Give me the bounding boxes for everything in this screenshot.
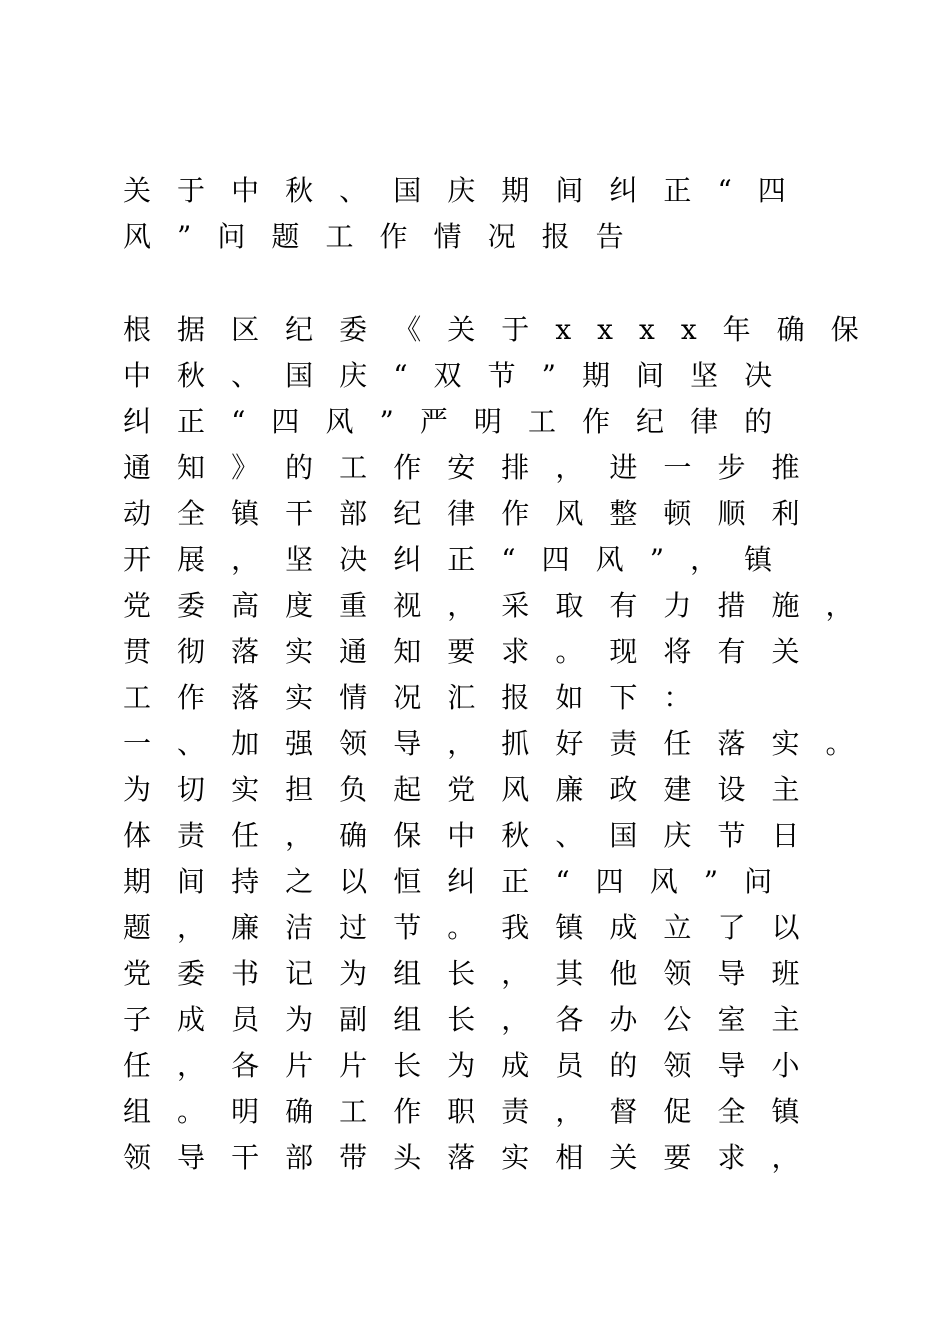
body-line: 期间持之以恒纠正“四风”问: [123, 865, 799, 898]
body-line: 领导干部带头落实相关要求，: [123, 1141, 826, 1174]
body-line: 中秋、国庆“双节”期间坚决: [123, 359, 799, 392]
body-line: 工作落实情况汇报如下：: [123, 681, 718, 714]
body-line: 根据区纪委《关于xxxx年确保: [123, 313, 885, 346]
body-line: 党委高度重视，采取有力措施，: [123, 589, 880, 622]
document-title-line-1: 关于中秋、国庆期间纠正“四: [123, 174, 812, 207]
body-line: 题，廉洁过节。我镇成立了以: [123, 911, 826, 944]
body-line: 组。明确工作职责，督促全镇: [123, 1095, 826, 1128]
body-line: 为切实担负起党风廉政建设主: [123, 773, 826, 806]
section-heading-1: 一、加强领导，抓好责任落实。: [123, 727, 880, 760]
body-line: 任，各片片长为成员的领导小: [123, 1049, 826, 1082]
body-line: 子成员为副组长，各办公室主: [123, 1003, 826, 1036]
body-line: 贯彻落实通知要求。现将有关: [123, 635, 826, 668]
body-line: 动全镇干部纪律作风整顿顺利: [123, 497, 826, 530]
body-line: 纠正“四风”严明工作纪律的: [123, 405, 799, 438]
body-line: 体责任，确保中秋、国庆节日: [123, 819, 826, 852]
body-line: 开展，坚决纠正“四风”，镇: [123, 543, 799, 576]
body-line: 通知》的工作安排，进一步推: [123, 451, 826, 484]
body-line: 党委书记为组长，其他领导班: [123, 957, 826, 990]
document-title-line-2: 风”问题工作情况报告: [123, 220, 650, 253]
